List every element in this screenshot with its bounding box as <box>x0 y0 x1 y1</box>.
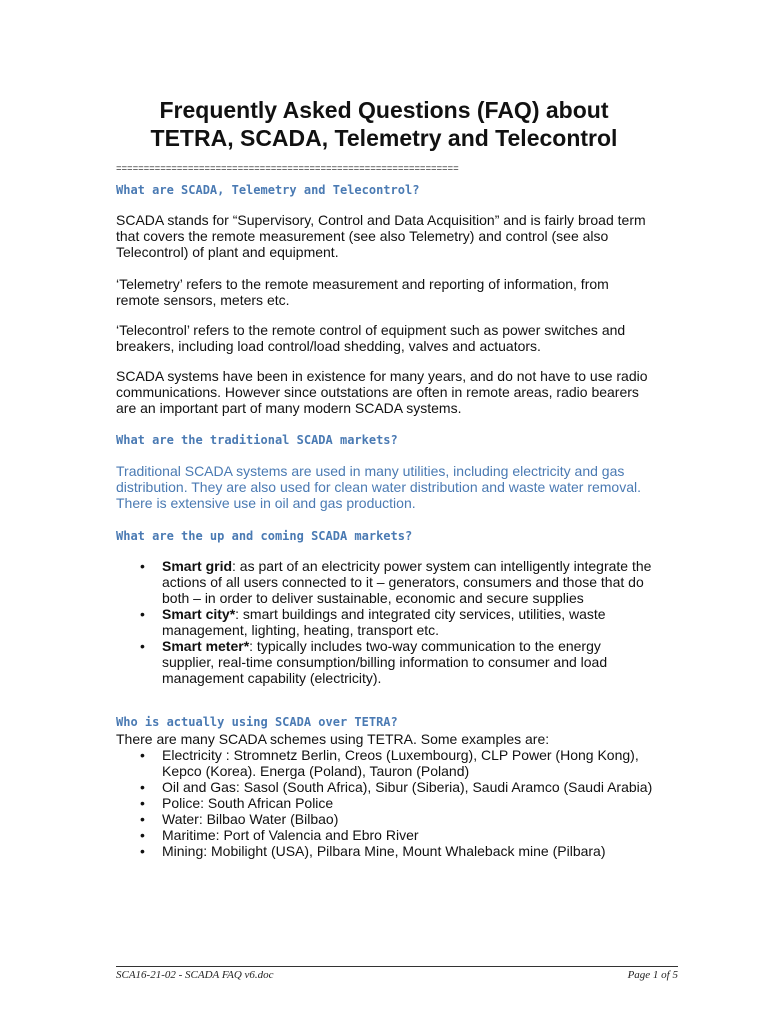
list-item-text: Mining: Mobilight (USA), Pilbara Mine, Mount Whaleback mine (Pilbara) <box>162 843 606 859</box>
paragraph-scada-history: SCADA systems have been in existence for many years, and do not have to use radio communications. However since outstations are often in remote areas, radio bearers are an important part of many modern SCADA systems. <box>116 368 648 416</box>
bullet-icon: • <box>140 638 145 654</box>
bullet-icon: • <box>140 747 145 763</box>
list-item-text: : as part of an electricity power system can intelligently integrate the actions of all users connected to it – generators, consumers and those that do both – in order to deliver sustainable, economic and secure supplies <box>162 558 652 606</box>
list-item <box>140 843 662 859</box>
paragraph-scada-definition: SCADA stands for “Supervisory, Control and Data Acquisition” and is fairly broad term that covers the remote measurement (see also Telemetry) and control (see also Telecontrol) of plant and equipment. <box>116 212 646 260</box>
separator-line: ============================================================== <box>116 163 459 174</box>
paragraph-examples-intro: There are many SCADA schemes using TETRA. Some examples are: <box>116 731 550 747</box>
list-item-term: Smart city* <box>162 606 236 622</box>
heading-up-and-coming-markets: What are the up and coming SCADA markets? <box>116 529 413 543</box>
heading-traditional-markets: What are the traditional SCADA markets? <box>116 433 398 447</box>
footer-document-name: SCA16-21-02 - SCADA FAQ v6.doc <box>116 969 274 981</box>
list-item-text: Water: Bilbao Water (Bilbao) <box>162 811 339 827</box>
list-item-text: : smart buildings and integrated city services, utilities, waste management, lighting, heating, transport etc. <box>162 606 606 638</box>
bullet-icon: • <box>140 779 145 795</box>
heading-what-are-scada: What are SCADA, Telemetry and Telecontrol? <box>116 183 420 197</box>
bullet-icon: • <box>140 606 145 622</box>
bullet-icon: • <box>140 558 145 574</box>
list-item <box>140 747 662 779</box>
list-item <box>140 811 662 827</box>
list-item-text: Police: South African Police <box>162 795 334 811</box>
list-item <box>140 779 662 795</box>
list-item <box>140 795 662 811</box>
footer-page-number: Page 1 of 5 <box>627 969 678 981</box>
list-item-text: Oil and Gas: Sasol (South Africa), Sibur (Siberia), Saudi Aramco (Saudi Arabia) <box>162 779 653 795</box>
page-title <box>90 96 678 152</box>
bullet-icon: • <box>140 811 145 827</box>
list-item-text: Electricity : Stromnetz Berlin, Creos (Luxembourg), CLP Power (Hong Kong), Kepco (Korea). Energa (Poland), Tauron (Poland) <box>162 747 639 779</box>
list-item-term: Smart meter* <box>162 638 250 654</box>
bullet-icon: • <box>140 827 145 843</box>
list-item <box>140 638 654 686</box>
paragraph-telemetry: ‘Telemetry’ refers to the remote measurement and reporting of information, from remote sensors, meters etc. <box>116 276 609 308</box>
scada-users-list <box>140 747 662 859</box>
heading-who-is-using: Who is actually using SCADA over TETRA? <box>116 715 398 729</box>
title-line-1: Frequently Asked Questions (FAQ) about <box>159 97 609 123</box>
bullet-icon: • <box>140 795 145 811</box>
bullet-icon: • <box>140 843 145 859</box>
title-line-2: TETRA, SCADA, Telemetry and Telecontrol <box>150 125 618 151</box>
list-item <box>140 558 654 606</box>
paragraph-telecontrol: ‘Telecontrol’ refers to the remote control of equipment such as power switches and breakers, including load control/load shedding, valves and actuators. <box>116 322 626 354</box>
list-item <box>140 606 654 638</box>
up-and-coming-markets-list <box>140 558 654 686</box>
list-item <box>140 827 662 843</box>
footer-divider <box>116 966 678 967</box>
paragraph-traditional-markets: Traditional SCADA systems are used in many utilities, including electricity and gas distribution. They are also used for clean water distribution and waste water removal. There is extensive use in oil and gas production. <box>116 463 642 511</box>
list-item-text: Maritime: Port of Valencia and Ebro River <box>162 827 419 843</box>
list-item-term: Smart grid <box>162 558 233 574</box>
list-item-text: : typically includes two-way communication to the energy supplier, real-time consumption/billing information to consumer and load management capability (electricity). <box>162 638 608 686</box>
